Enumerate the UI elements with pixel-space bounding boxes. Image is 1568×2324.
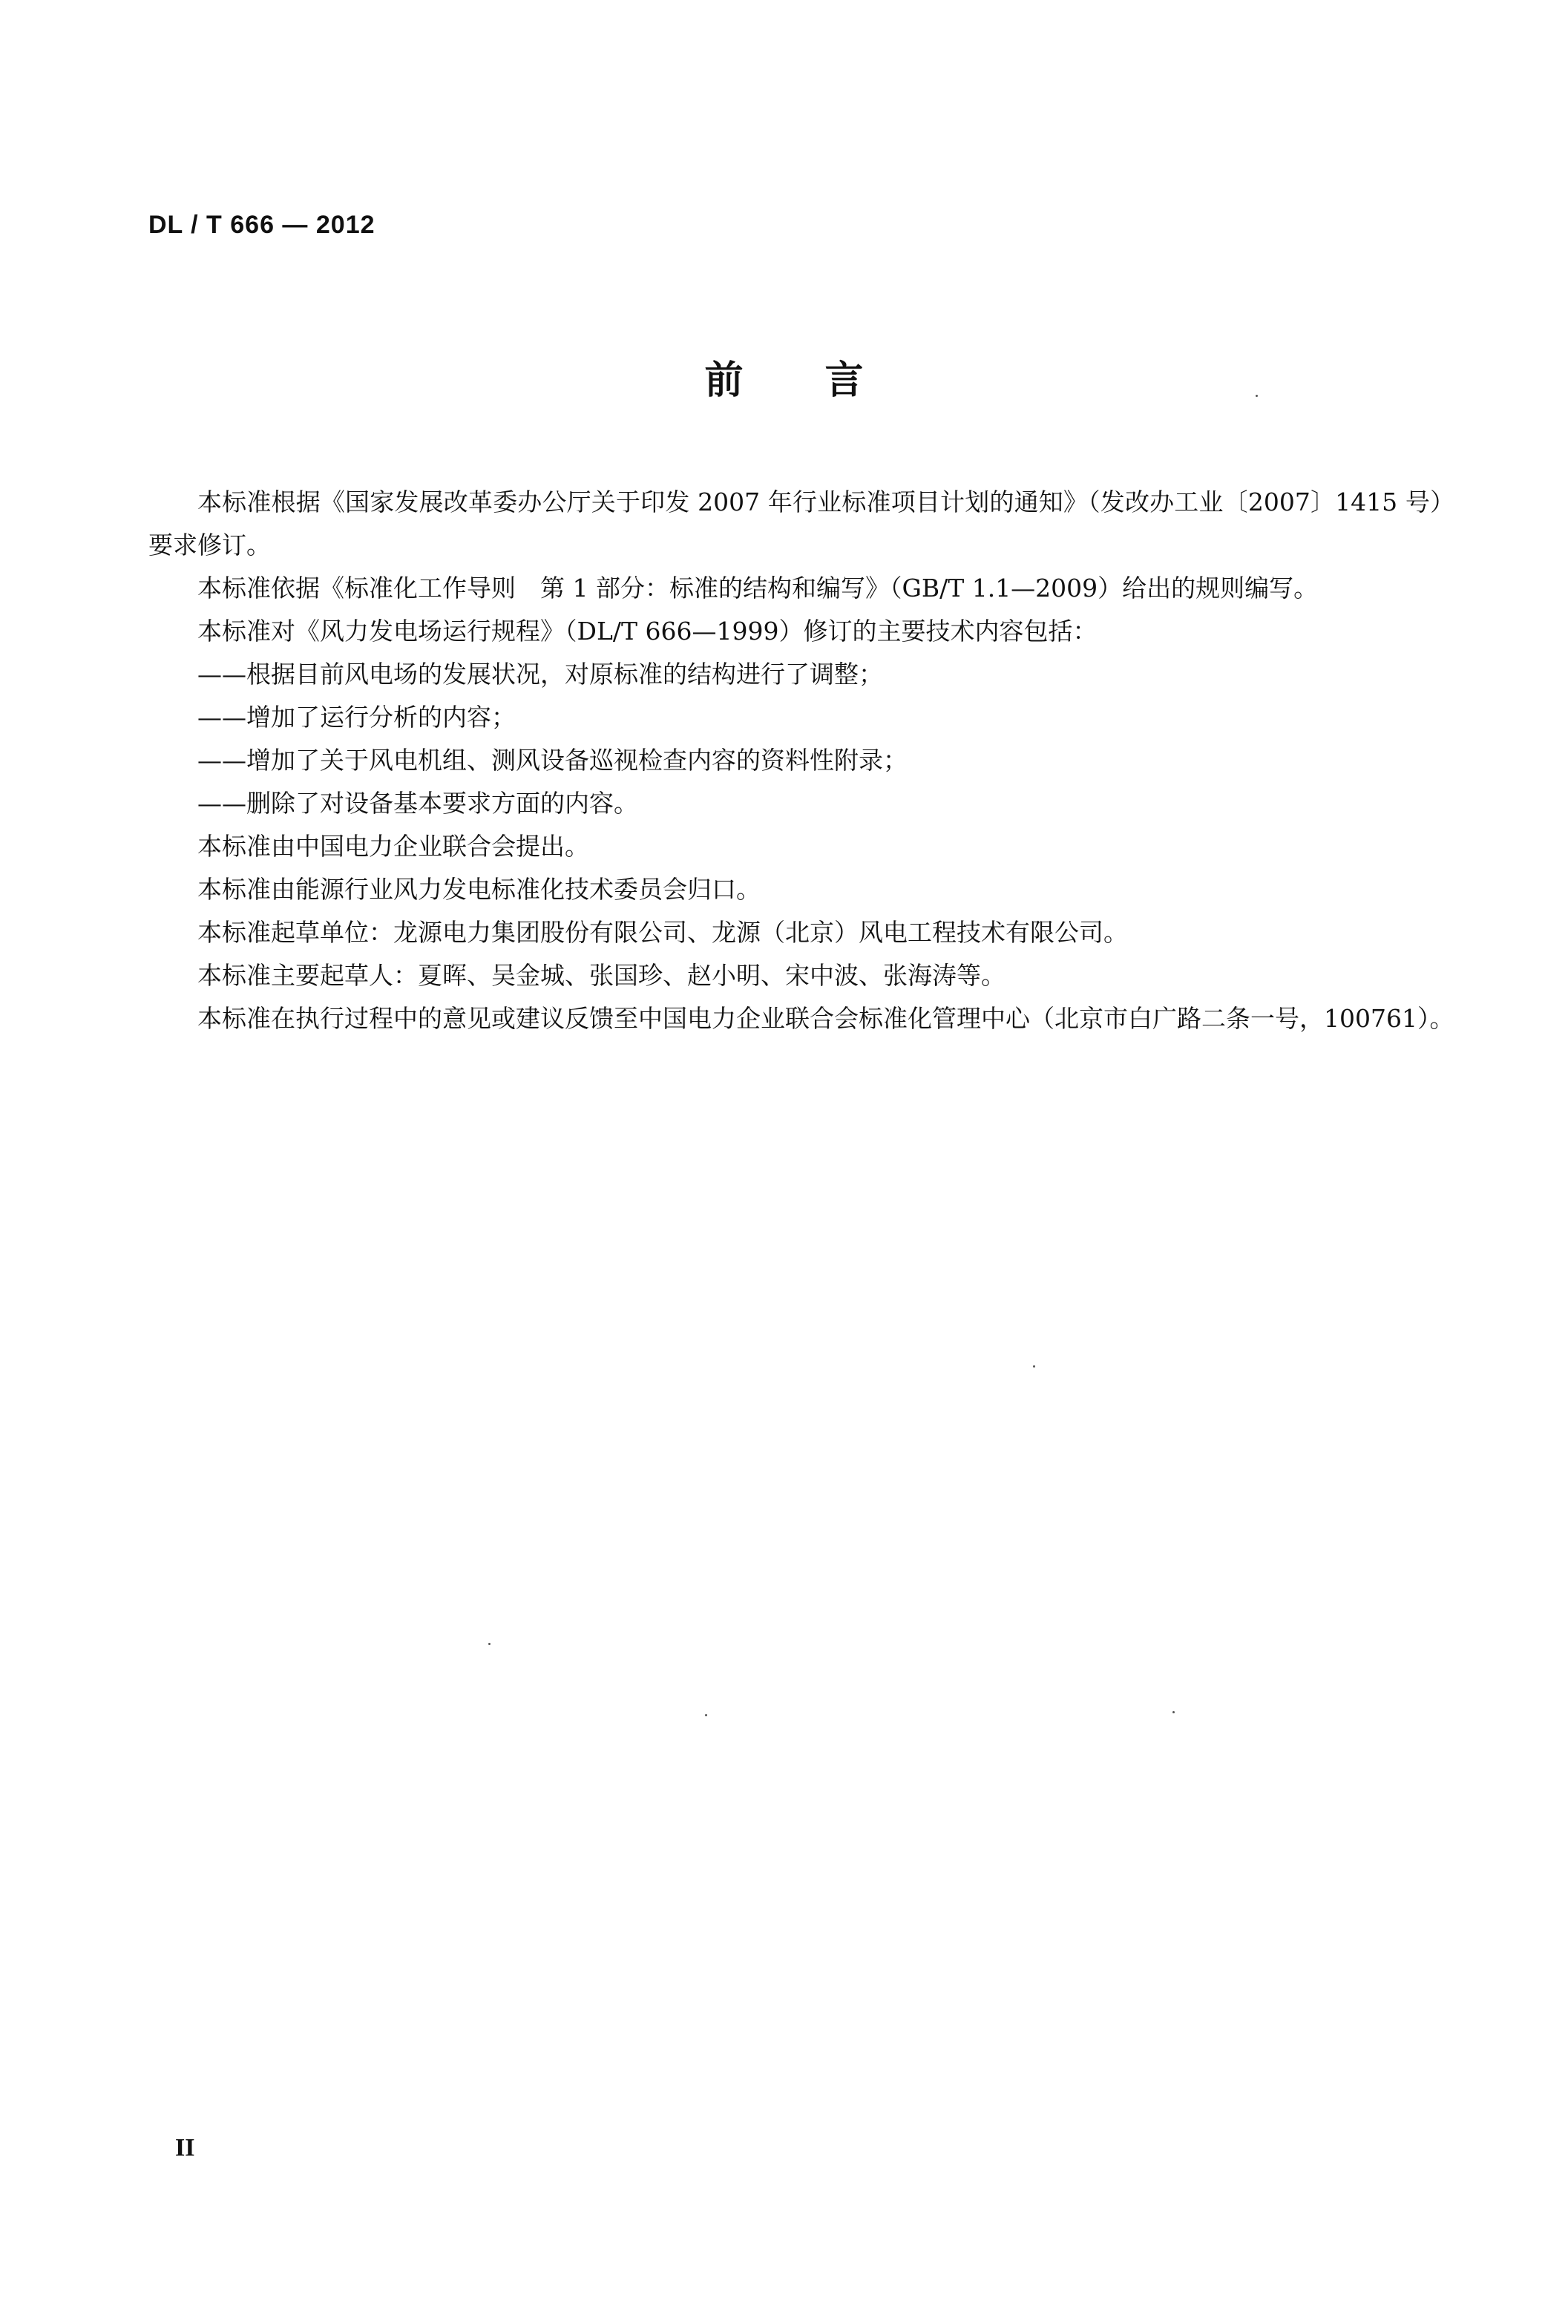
scan-speck <box>488 1643 491 1645</box>
scan-speck <box>1256 395 1258 397</box>
paragraph-responsible-committee: 本标准由能源行业风力发电标准化技术委员会归口。 <box>197 875 761 904</box>
scan-speck <box>705 1714 707 1716</box>
paragraph-drafting-rules: 本标准依据《标准化工作导则 第 1 部分：标准的结构和编写》（GB/T 1.1—2009）给出的规则编写。 <box>197 574 1319 603</box>
document-code: DL / T 666 — 2012 <box>148 211 375 239</box>
page-number: II <box>175 2134 195 2161</box>
list-item-change: ——增加了关于风电机组、测风设备巡视检查内容的资料性附录； <box>197 746 908 775</box>
paragraph-revision-basis: 本标准根据《国家发展改革委办公厅关于印发 2007 年行业标准项目计划的通知》（发改办工业〔2007〕1415 号）要求修订。 <box>148 488 1454 559</box>
paragraph-main-changes: 本标准对《风力发电场运行规程》（DL/T 666—1999）修订的主要技术内容包括： <box>197 617 1098 646</box>
paragraph-main-drafters: 本标准主要起草人：夏晖、吴金城、张国珍、赵小明、宋中波、张海涛等。 <box>197 961 1006 990</box>
scan-speck <box>1033 1365 1035 1368</box>
page-title: 前言 <box>704 358 945 403</box>
list-item-change: ——增加了运行分析的内容； <box>197 703 516 732</box>
list-item-change: ——根据目前风电场的发展状况，对原标准的结构进行了调整； <box>197 660 883 689</box>
scan-speck <box>1172 1711 1175 1713</box>
paragraph-proposer: 本标准由中国电力企业联合会提出。 <box>197 832 589 861</box>
foreword-body <box>148 481 1454 1040</box>
paragraph-feedback: 本标准在执行过程中的意见或建议反馈至中国电力企业联合会标准化管理中心（北京市白广路二条一号，100761）。 <box>197 1004 1454 1033</box>
list-item-change: ——删除了对设备基本要求方面的内容。 <box>197 789 638 818</box>
paragraph-drafting-units: 本标准起草单位：龙源电力集团股份有限公司、龙源（北京）风电工程技术有限公司。 <box>197 918 1128 947</box>
